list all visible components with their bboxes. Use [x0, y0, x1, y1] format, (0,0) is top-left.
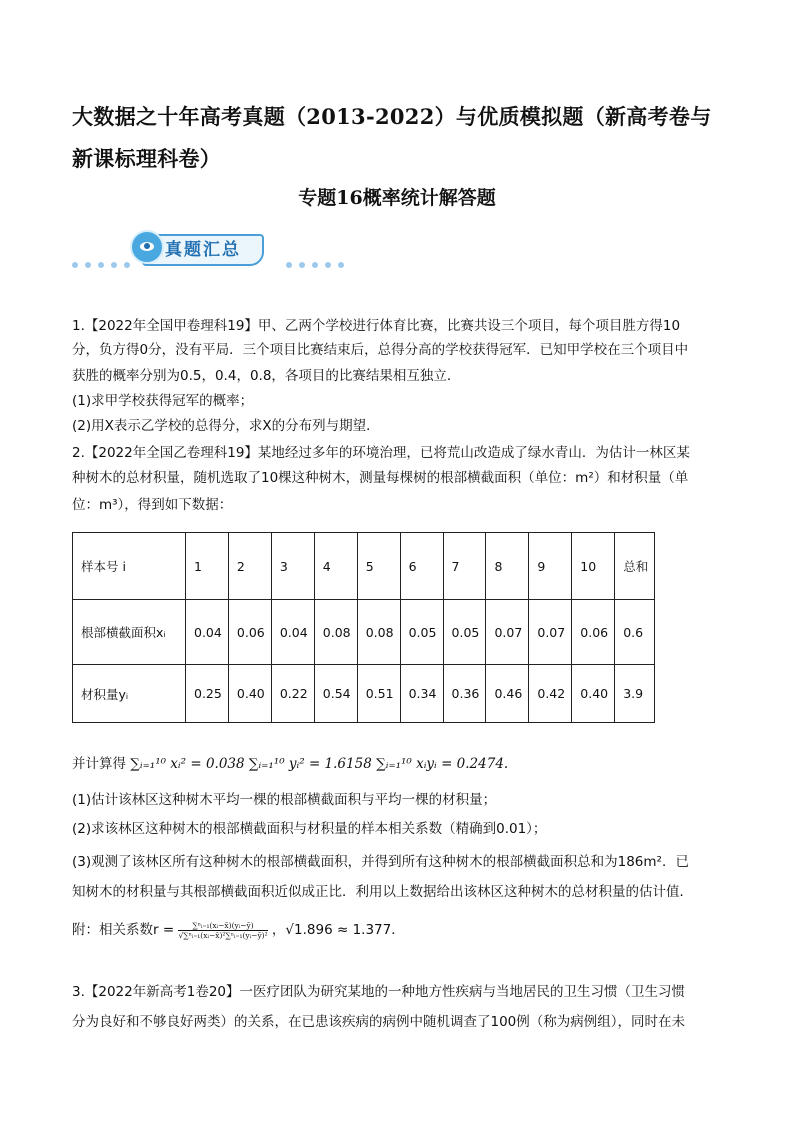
table-cell: 0.04	[186, 600, 229, 665]
table-cell: 0.36	[443, 665, 486, 723]
q3-line2: 分为良好和不够良好两类）的关系，在已患该疾病的病例中随机调查了100例（称为病例组），同时在未	[72, 1014, 686, 1030]
calc-prefix: 并计算得	[72, 756, 126, 772]
table-cell: 2	[228, 533, 271, 600]
q1-line1: 1.【2022年全国甲卷理科19】甲、乙两个学校进行体育比赛，比赛共设三个项目，每个项目胜方得10	[72, 318, 681, 334]
fraction-numerator: ∑ⁿᵢ₌₁(xᵢ−x̄)(yᵢ−ȳ)	[178, 921, 267, 931]
table-cell: 0.04	[271, 600, 314, 665]
table-cell: 总和	[615, 533, 655, 600]
q2-part3-line2: 知树木的材积量与其根部横截面积近似成正比．利用以上数据给出该林区这种树木的总材积量的估计值．	[72, 884, 693, 900]
table-cell: 0.08	[357, 600, 400, 665]
table-cell: 4	[314, 533, 357, 600]
note-suffix: ，√1.896 ≈ 1.377．	[271, 922, 405, 938]
table-header-x: 根部横截面积xᵢ	[73, 600, 186, 665]
table-cell: 0.06	[572, 600, 615, 665]
table-header-y: 材积量yᵢ	[73, 665, 186, 723]
calc-sum-x2: ∑ᵢ₌₁¹⁰ xᵢ² = 0.038	[130, 756, 245, 772]
table-cell: 0.05	[400, 600, 443, 665]
section-subtitle: 专题16概率统计解答题	[298, 187, 496, 209]
table-cell: 0.05	[443, 600, 486, 665]
q2-part2: (2)求该林区这种树木的根部横截面积与材积量的样本相关系数（精确到0.01）；	[72, 821, 547, 837]
table-row-x	[73, 600, 655, 665]
table-cell: 0.42	[529, 665, 572, 723]
table-cell: 0.22	[271, 665, 314, 723]
table-cell: 9	[529, 533, 572, 600]
banner-label: 真题汇总	[142, 234, 264, 266]
calc-sum-xy: ∑ᵢ₌₁¹⁰ xᵢyᵢ = 0.2474.	[376, 756, 509, 772]
q1-part2: (2)用X表示乙学校的总得分，求X的分布列与期望．	[72, 418, 380, 434]
note-prefix: 附：相关系数r =	[72, 922, 179, 938]
table-cell: 5	[357, 533, 400, 600]
table-cell: 0.25	[186, 665, 229, 723]
table-cell: 0.40	[572, 665, 615, 723]
table-row-y	[73, 665, 655, 723]
table-cell: 0.07	[486, 600, 529, 665]
table-cell: 0.08	[314, 600, 357, 665]
table-cell: 0.54	[314, 665, 357, 723]
table-cell: 0.40	[228, 665, 271, 723]
banner-dots-right	[286, 262, 344, 268]
table-cell: 0.46	[486, 665, 529, 723]
calc-sum-y2: ∑ᵢ₌₁¹⁰ yᵢ² = 1.6158	[248, 756, 372, 772]
sum-formulas	[72, 752, 724, 772]
q3-line1: 3.【2022年新高考1卷20】一医疗团队为研究某地的一种地方性疾病与当地居民的卫生习惯（卫生习惯	[72, 984, 686, 1000]
eye-icon	[130, 230, 164, 264]
q2-part3-line1: (3)观测了该林区所有这种树木的根部横截面积，并得到所有这种树木的根部横截面积总和为186m²．已	[72, 854, 689, 870]
q1-part1: (1)求甲学校获得冠军的概率；	[72, 393, 254, 409]
table-cell: 0.07	[529, 600, 572, 665]
section-banner	[72, 228, 362, 272]
table-cell: 0.34	[400, 665, 443, 723]
table-cell: 10	[572, 533, 615, 600]
q2-line3: 位：m³），得到如下数据：	[72, 497, 233, 513]
q1-line3: 获胜的概率分别为0.5，0.4，0.8，各项目的比赛结果相互独立．	[72, 368, 461, 384]
table-row-sample	[73, 533, 655, 600]
table-cell: 8	[486, 533, 529, 600]
q2-part1: (1)估计该林区这种树木平均一棵的根部横截面积与平均一棵的材积量；	[72, 792, 497, 808]
banner-dots-left	[72, 262, 130, 268]
correlation-note	[72, 918, 724, 940]
table-cell: 3.9	[615, 665, 655, 723]
table-cell: 7	[443, 533, 486, 600]
correlation-fraction	[178, 921, 267, 940]
table-cell: 3	[271, 533, 314, 600]
sample-data-table	[72, 532, 655, 723]
q2-line1: 2.【2022年全国乙卷理科19】某地经过多年的环境治理，已将荒山改造成了绿水青山．为估计一林区某	[72, 445, 690, 461]
document-title: 大数据之十年高考真题（2013-2022）与优质模拟题（新高考卷与新课标理科卷）	[72, 104, 712, 171]
q1-line2: 分，负方得0分，没有平局．三个项目比赛结束后，总得分高的学校获得冠军．已知甲学校在三个项目中	[72, 342, 689, 358]
table-header-sample: 样本号 i	[73, 533, 186, 600]
table-cell: 1	[186, 533, 229, 600]
table-cell: 6	[400, 533, 443, 600]
q2-line2: 种树木的总材积量，随机选取了10棵这种树木，测量每棵树的根部横截面积（单位：m²）和材积量（单	[72, 470, 689, 486]
fraction-denominator: √∑ⁿᵢ₌₁(xᵢ−x̄)²∑ⁿᵢ₌₁(yᵢ−ȳ)²	[178, 930, 268, 940]
table-cell: 0.06	[228, 600, 271, 665]
table-cell: 0.51	[357, 665, 400, 723]
table-cell: 0.6	[615, 600, 655, 665]
